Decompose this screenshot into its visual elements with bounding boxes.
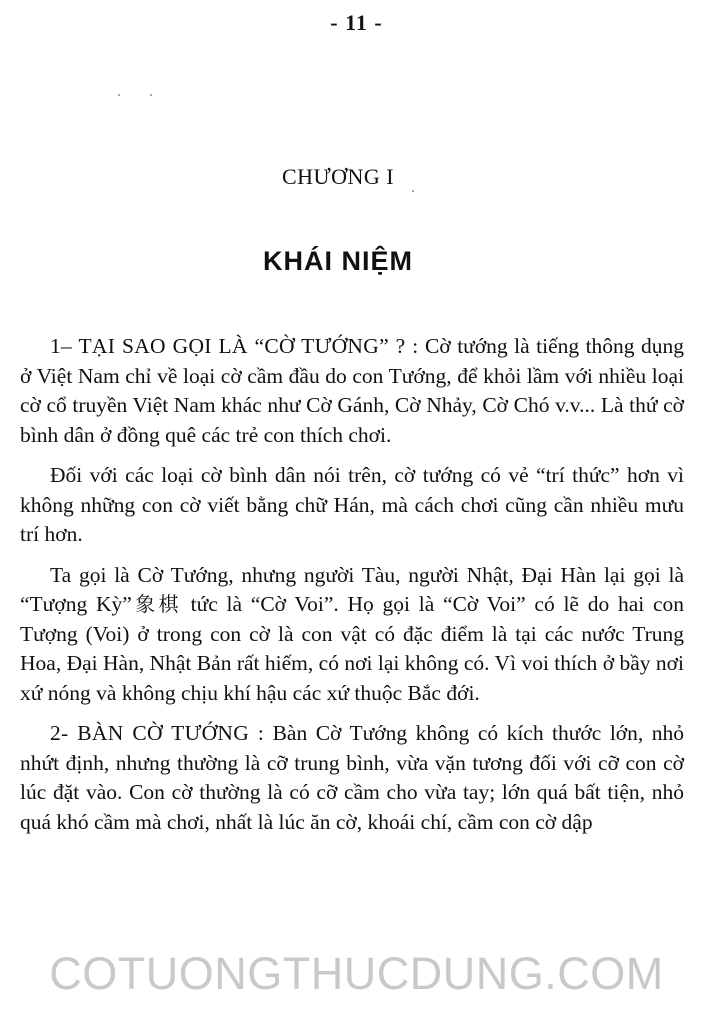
chapter-title: KHÁI NIỆM xyxy=(263,246,413,276)
scan-speck xyxy=(412,190,414,192)
watermark: COTUONGTHUCDUNG.COM xyxy=(49,948,664,999)
paragraph-text: Ta gọi là Cờ Tướng, nhưng người Tàu, người Nhật, Đại Hàn lại gọi là “Tượng Kỳ” xyxy=(20,562,684,616)
scan-speck xyxy=(118,94,120,96)
chapter-label: CHƯƠNG I xyxy=(281,164,395,189)
paragraph-section-2 xyxy=(20,719,684,837)
paragraph-text: Bàn Cờ Tướng không có kích thước lớn, nhỏ nhứt định, nhưng thường là cỡ trung bình, vừa vặn tương đối với cỡ con cờ lúc đặt vào. Con cờ thường là có cỡ cầm cho vừa tay; lớn quá bất tiện, nhỏ quá khó cầm mà chơi, nhất là lúc ăn cờ, khoái chí, cầm con cờ dập xyxy=(20,721,684,834)
paragraph-text: tức là “Cờ Voi”. Họ gọi là “Cờ Voi” có lẽ do hai con Tượng (Voi) ở trong con cờ là con vật có đặc điểm là tại các nước Trung Hoa, Đại Hàn, Nhật Bản rất hiếm, có nơi lại không có. Vì voi thích ở bầy nơi xứ nóng và không chịu khí hậu các xứ thuộc Bắc đới. xyxy=(20,592,684,705)
section-heading: 2- BÀN CỜ TƯỚNG : xyxy=(50,721,265,745)
paragraph xyxy=(20,561,684,709)
section-heading: 1– TẠI SAO GỌI LÀ “CỜ TƯỚNG” ? : xyxy=(50,334,419,358)
paragraph-text: Đối với các loại cờ bình dân nói trên, cờ tướng có vẻ “trí thức” hơn vì không những con cờ viết bằng chữ Hán, mà cách chơi cũng cần nhiều mưu trí hơn. xyxy=(20,463,684,546)
paragraph-section-1 xyxy=(20,332,684,450)
scan-speck xyxy=(150,94,152,96)
page-number: - 11 - xyxy=(330,10,383,35)
paragraph xyxy=(20,461,684,550)
body-text xyxy=(20,332,684,848)
paragraph-text: Cờ tướng là tiếng thông dụng ở Việt Nam chỉ về loại cờ cầm đầu do con Tướng, để khỏi lầm với nhiều loại cờ cổ truyền Việt Nam khác như Cờ Gánh, Cờ Nhảy, Cờ Chó v.v... Là thứ cờ bình dân ở đồng quê các trẻ con thích chơi. xyxy=(20,334,684,447)
han-characters: 象棋 xyxy=(131,592,182,616)
